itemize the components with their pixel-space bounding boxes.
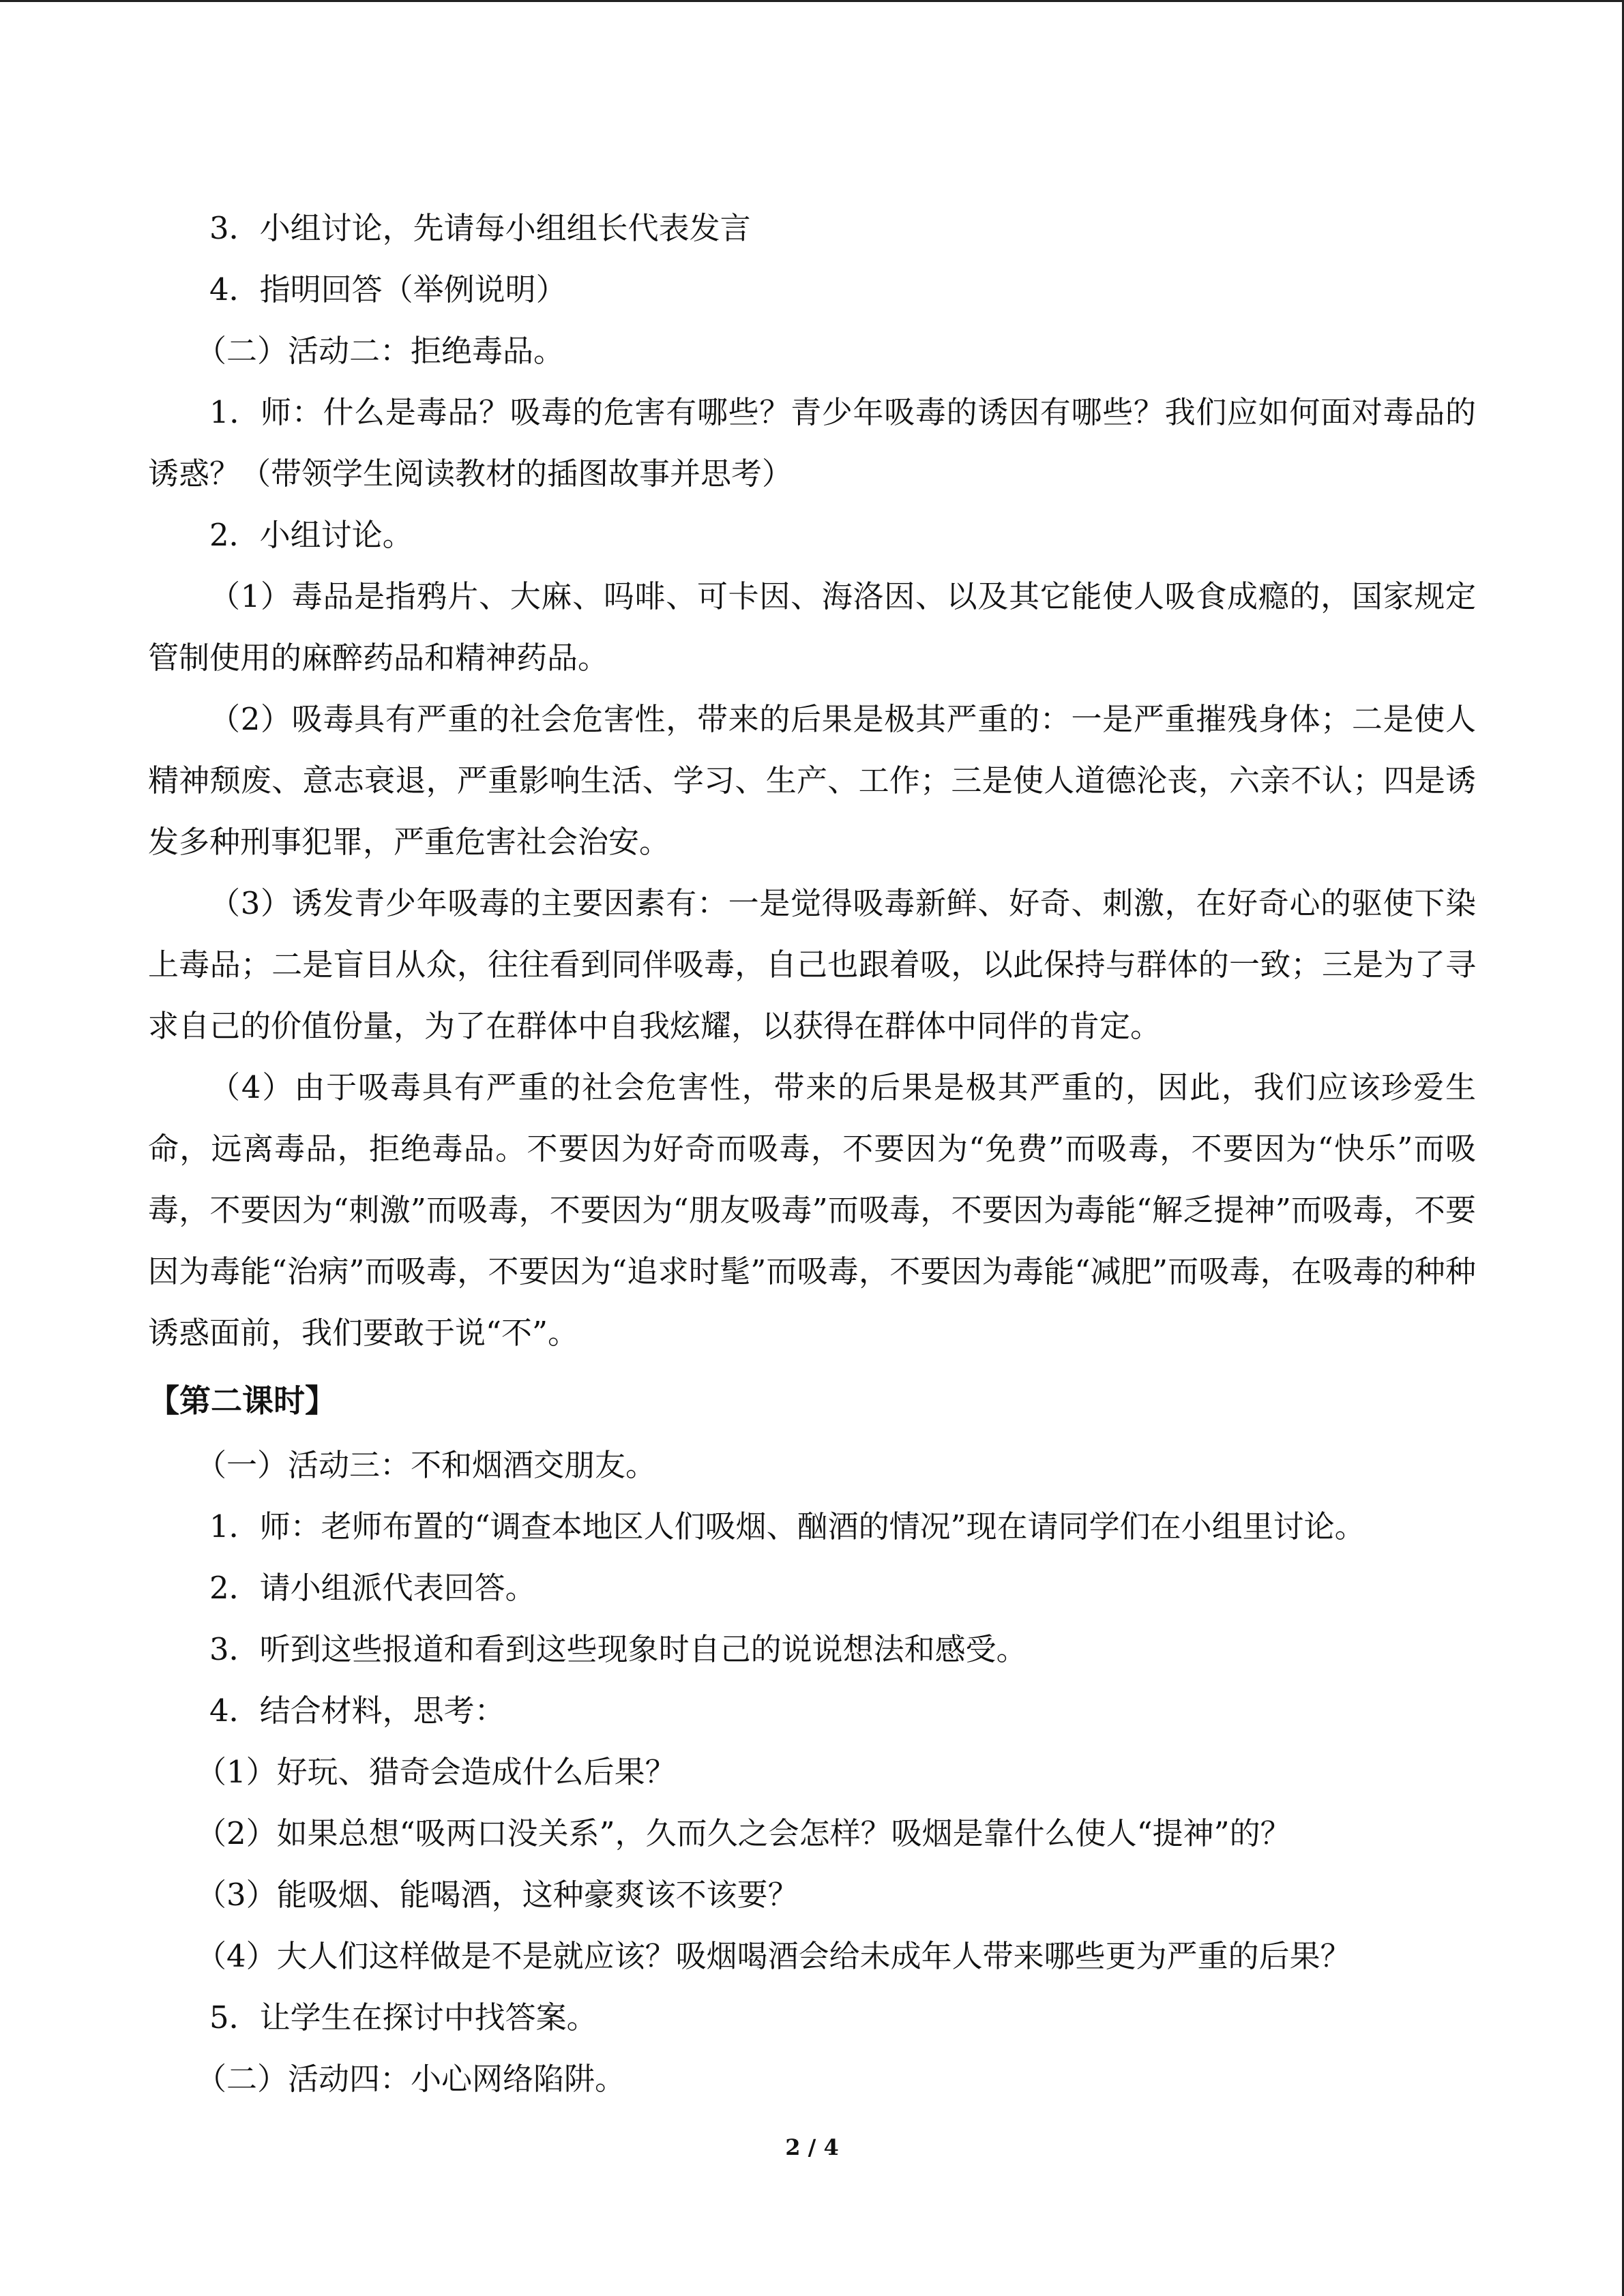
- paragraph: 4．指明回答（举例说明）: [209, 271, 567, 308]
- paragraph: 5．让学生在探讨中找答案。: [209, 1999, 597, 2036]
- paragraph: （4）由于吸毒具有严重的社会危害性，带来的后果是极其严重的，因此，我们应该珍爱生命，远离毒品，拒绝毒品。不要因为好奇而吸毒，不要因为“免费”而吸毒，不要因为“快乐”而吸毒，不要因为“刺激”而吸毒，不要因为“朋友吸毒”而吸毒，不要因为毒能“解乏提神”而吸毒，不要因为毒能“治病”而吸毒，不要因为“追求时髦”而吸毒，不要因为毒能“减肥”而吸毒，在吸毒的种种诱惑面前，我们要敢于说“不”。: [148, 1069, 1476, 1351]
- paragraph: （4）大人们这样做是不是就应该？吸烟喝酒会给未成年人带来哪些更为严重的后果？: [196, 1938, 1351, 1974]
- paragraph: 1．师：老师布置的“调查本地区人们吸烟、酗酒的情况”现在请同学们在小组里讨论。: [209, 1508, 1365, 1545]
- page-border-top: [0, 0, 1624, 2]
- paragraph: （3）能吸烟、能喝酒，这种豪爽该不该要？: [196, 1877, 799, 1913]
- paragraph: 2．小组讨论。: [209, 517, 413, 553]
- paragraph: 4．结合材料，思考：: [209, 1693, 505, 1729]
- paragraph: （一）活动三：不和烟酒交朋友。: [196, 1447, 657, 1483]
- paragraph: 3．小组讨论，先请每小组组长代表发言: [209, 210, 751, 246]
- paragraph: 1．师：什么是毒品？吸毒的危害有哪些？青少年吸毒的诱因有哪些？我们应如何面对毒品的诱惑？（带领学生阅读教材的插图故事并思考）: [148, 394, 1476, 492]
- paragraph: （2）吸毒具有严重的社会危害性，带来的后果是极其严重的：一是严重摧残身体；二是使人精神颓废、意志衰退，严重影响生活、学习、生产、工作；三是使人道德沦丧，六亲不认；四是诱发多种刑事犯罪，严重危害社会治安。: [148, 701, 1476, 860]
- paragraph: 3．听到这些报道和看到这些现象时自己的说说想法和感受。: [209, 1631, 1027, 1667]
- paragraph: （3）诱发青少年吸毒的主要因素有：一是觉得吸毒新鲜、好奇、刺激，在好奇心的驱使下染上毒品；二是盲目从众，往往看到同伴吸毒，自己也跟着吸，以此保持与群体的一致；三是为了寻求自己的价值份量，为了在群体中自我炫耀，以获得在群体中同伴的肯定。: [148, 885, 1476, 1044]
- paragraph: （二）活动四：小心网络陷阱。: [196, 2061, 626, 2097]
- paragraph: 2．请小组派代表回答。: [209, 1570, 536, 1606]
- page-number: 2 / 4: [785, 2134, 839, 2160]
- paragraph: （1）好玩、猎奇会造成什么后果？: [196, 1754, 676, 1790]
- paragraph: （二）活动二：拒绝毒品。: [196, 333, 565, 369]
- paragraph: （2）如果总想“吸两口没关系”，久而久之会怎样？吸烟是靠什么使人“提神”的？: [196, 1815, 1291, 1851]
- document-body: [148, 198, 1476, 2110]
- section-heading: 【第二课时】: [148, 1382, 336, 1419]
- paragraph: （1）毒品是指鸦片、大麻、吗啡、可卡因、海洛因、以及其它能使人吸食成瘾的，国家规定管制使用的麻醉药品和精神药品。: [148, 578, 1476, 676]
